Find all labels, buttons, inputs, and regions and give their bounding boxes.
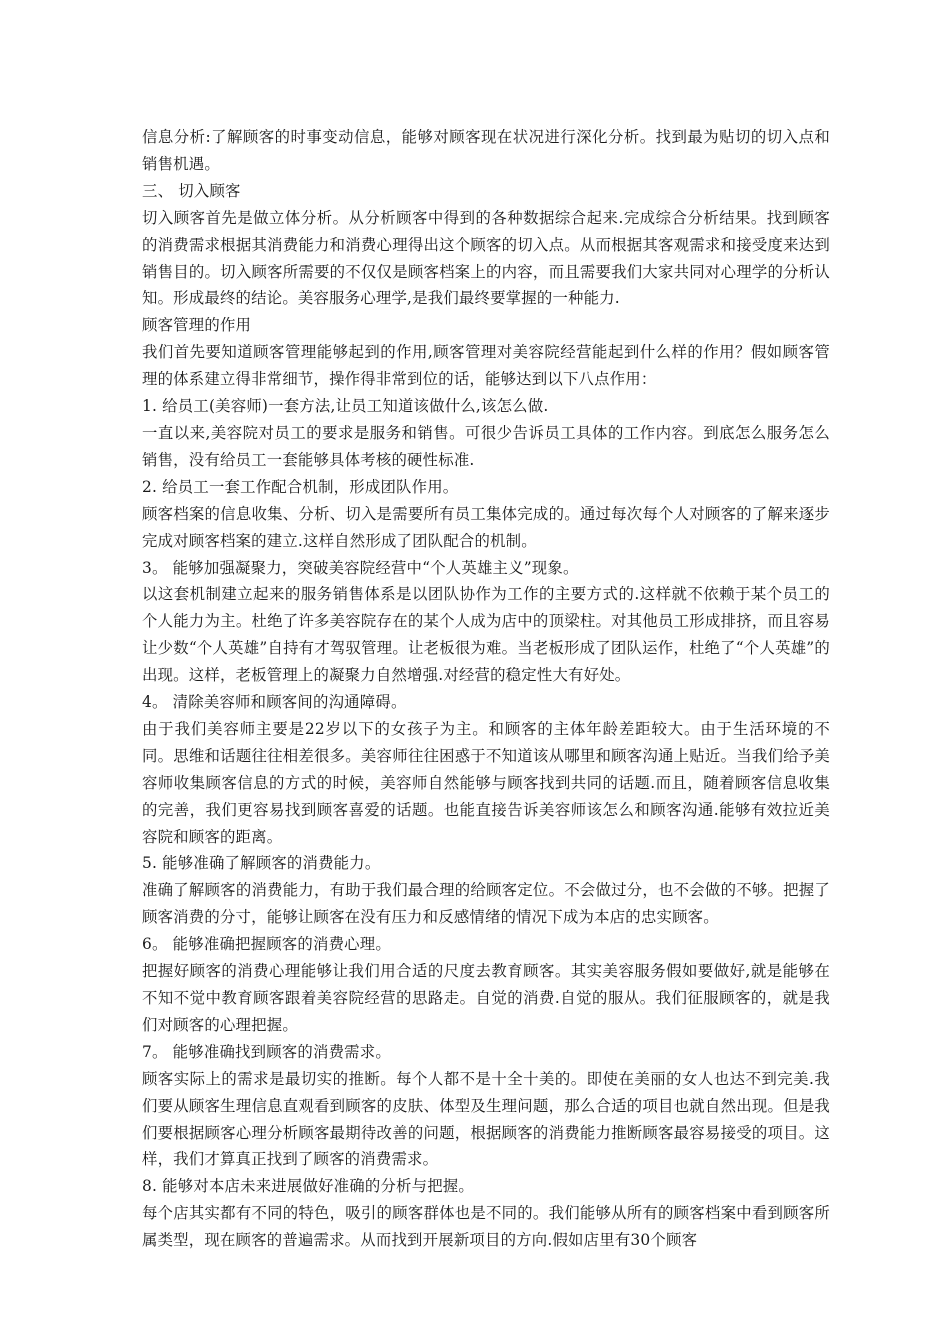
list-item-heading-2: 2. 给员工一套工作配合机制，形成团队作用。 — [142, 477, 459, 496]
paragraph-1: 一直以来,美容院对员工的要求是服务和销售。可很少告诉员工具体的工作内容。到底怎么服务怎么销售，没有给员工一套能够具体考核的硬性标准. — [142, 423, 830, 469]
list-item-heading-8: 8. 能够对本店未来进展做好准确的分析与把握。 — [142, 1177, 474, 1196]
document-body — [142, 124, 830, 1254]
paragraph-4: 由于我们美容师主要是22岁以下的女孩子为主。和顾客的主体年龄差距较大。由于生活环境的不同。思维和话题往往相差很多。美容师往往困惑于不知道该从哪里和顾客沟通上贴近。当我们给予美容师收集顾客信息的方式的时候，美容师自然能够与顾客找到共同的话题.而且，随着顾客信息收集的完善，我们更容易找到顾客喜爱的话题。也能直接告诉美容师该怎么和顾客沟通.能够有效拉近美容院和顾客的距离。 — [142, 719, 830, 846]
paragraph-cut-in: 切入顾客首先是做立体分析。从分析顾客中得到的各种数据综合起来.完成综合分析结果。找到顾客的消费需求根据其消费能力和消费心理得出这个顾客的切入点。从而根据其客观需求和接受度来达到销售目的。切入顾客所需要的不仅仅是顾客档案上的内容，而且需要我们大家共同对心理学的分析认知。形成最终的结论。美容服务心理学,是我们最终要掌握的一种能力. — [142, 208, 830, 308]
paragraph-3: 以这套机制建立起来的服务销售体系是以团队协作为工作的主要方式的.这样就不依赖于某个员工的个人能力为主。杜绝了许多美容院存在的某个人成为店中的顶梁柱。对其他员工形成排挤，而且容易让少数“个人英雄”自持有才驾驭管理。让老板很为难。当老板形成了团队运作，杜绝了“个人英雄”的出现。这样，老板管理上的凝聚力自然增强.对经营的稳定性大有好处。 — [142, 585, 830, 685]
section-heading-management-role: 顾客管理的作用 — [142, 316, 252, 335]
list-item-heading-7: 7。 能够准确找到顾客的消费需求。 — [142, 1042, 391, 1061]
paragraph-2: 顾客档案的信息收集、分析、切入是需要所有员工集体完成的。通过每次每个人对顾客的了解来逐步完成对顾客档案的建立.这样自然形成了团队配合的机制。 — [142, 504, 830, 550]
list-item-heading-6: 6。 能够准确把握顾客的消费心理。 — [142, 935, 391, 954]
paragraph-6: 把握好顾客的消费心理能够让我们用合适的尺度去教育顾客。其实美容服务假如要做好,就是能够在不知不觉中教育顾客跟着美容院经营的思路走。自觉的消费.自觉的服从。我们征服顾客的，就是我们对顾客的心理把握。 — [142, 962, 830, 1034]
paragraph-info-analysis: 信息分析:了解顾客的时事变动信息，能够对顾客现在状况进行深化分析。找到最为贴切的切入点和销售机遇。 — [142, 128, 830, 173]
paragraph-8: 每个店其实都有不同的特色，吸引的顾客群体也是不同的。我们能够从所有的顾客档案中看到顾客所属类型，现在顾客的普遍需求。从而找到开展新项目的方向.假如店里有30个顾客 — [142, 1204, 830, 1250]
list-item-heading-1: 1. 给员工(美容师)一套方法,让员工知道该做什么,该怎么做. — [142, 397, 549, 416]
paragraph-intro: 我们首先要知道顾客管理能够起到的作用,顾客管理对美容院经营能起到什么样的作用？假如顾客管理的体系建立得非常细节，操作得非常到位的话，能够达到以下八点作用： — [142, 343, 830, 389]
list-item-heading-3: 3。 能够加强凝聚力，突破美容院经营中“个人英雄主义”现象。 — [142, 558, 579, 577]
section-heading-cut-in: 三、 切入顾客 — [142, 181, 241, 200]
paragraph-5: 准确了解顾客的消费能力，有助于我们最合理的给顾客定位。不会做过分，也不会做的不够。把握了顾客消费的分寸，能够让顾客在没有压力和反感情绪的情况下成为本店的忠实顾客。 — [142, 881, 830, 927]
list-item-heading-4: 4。 清除美容师和顾客间的沟通障碍。 — [142, 693, 407, 712]
list-item-heading-5: 5. 能够准确了解顾客的消费能力。 — [142, 854, 381, 873]
paragraph-7: 顾客实际上的需求是最切实的推断。每个人都不是十全十美的。即使在美丽的女人也达不到完美.我们要从顾客生理信息直观看到顾客的皮肤、体型及生理问题，那么合适的项目也就自然出现。但是我们要根据顾客心理分析顾客最期待改善的问题，根据顾客的消费能力推断顾客最容易接受的项目。这样，我们才算真正找到了顾客的消费需求。 — [142, 1069, 830, 1169]
